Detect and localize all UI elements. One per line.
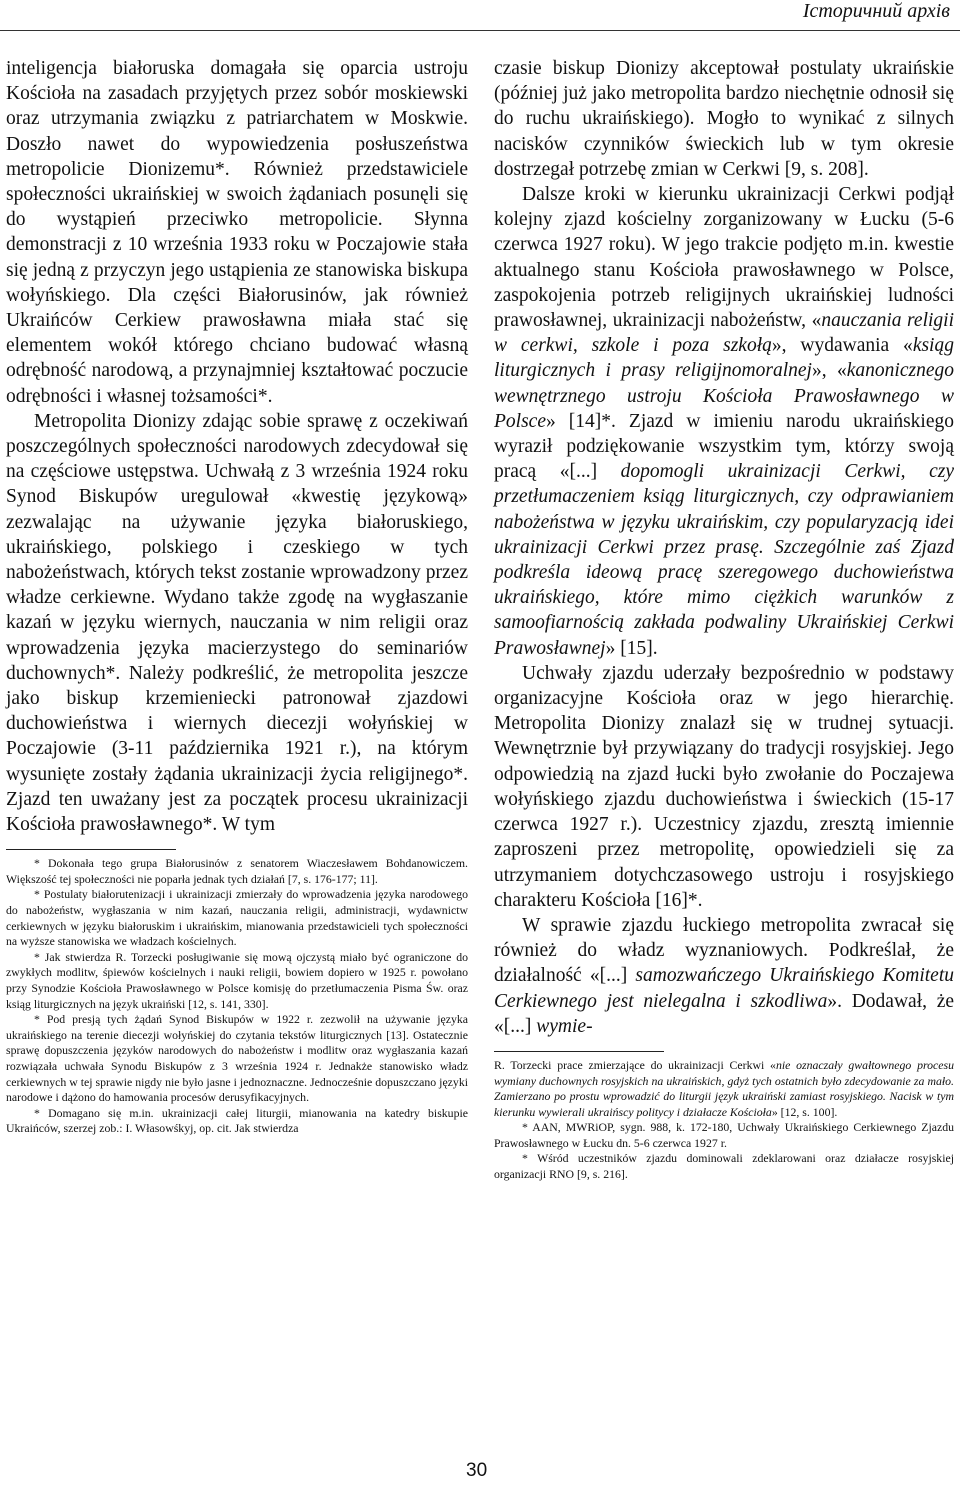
footnote: * Pod presją tych żądań Synod Biskupów w 1922 r. zezwolił na używanie języka ukraińskiego na terenie diecezji wołyńskiej do czytania tekstów liturgicznych [13]. Ostatecznie sprawę dopuszczenia języków narodowych do nabożeństw i modlitw oraz wygłaszania kazań rozwiązała uchwała Synodu Biskupów z 3 września 1924 r. Jednakże stanowisko władz cerkiewnych w tej sprawie nigdy nie było jasne i jednoznaczne. Jednocześnie dopuszczano języki narodowe i dążono do hamowania procesów derusyfikacyjnych. <box>6 1012 468 1105</box>
right-body-text <box>494 56 954 1039</box>
right-footnotes <box>494 1058 954 1183</box>
text-run: ». Dodawał, że «[...] <box>494 990 954 1037</box>
footnote-rule <box>494 1051 664 1052</box>
footnote <box>494 1058 954 1120</box>
italic-quote: nie oznaczały gwałtownego procesu wymiany duchownych rosyjskich na ukraińskich, gdyż tych ostatnich było zdecydowanie za mało. Zamierzano po prostu wprowadzić do liturgii język ukraiński zamiast rosyjskiego. Nacisk w tym kierunku wywierali ukraińscy politycy i działacze Kościoła <box>494 1057 954 1119</box>
paragraph: czasie biskup Dionizy akceptował postulaty ukraińskie (później już jako metropolita bardzo niechętnie odnosił się do ruchu ukraińskiego). Mogło to wynikać z silnych nacisków czynników świeckich lub w tym okresie dostrzegał potrzebę zmian w Cerkwi [9, s. 208]. <box>494 58 954 180</box>
footnote: * Wśród uczestników zjazdu dominowali zdeklarowani oraz działacze rosyjskiej organizacji RNO [9, s. 216]. <box>494 1151 954 1182</box>
paragraph <box>494 913 954 1039</box>
italic-quote: wymie- <box>536 1015 593 1037</box>
left-column <box>6 56 468 1137</box>
footnote: * AAN, MWRiOP, sygn. 988, k. 172-180, Uchwały Ukraińskiego Cerkiewnego Zjazdu Prawosławnego w Łucku dn. 5-6 czerwca 1927 r. <box>494 1120 954 1150</box>
italic-quote: nauczania religii w cerkwi, szkole i poza szkołą <box>494 310 954 357</box>
left-body-text <box>6 56 468 837</box>
text-run: R. Torzecki prace zmierzające do ukrainizacji Cerkwi « <box>494 1057 776 1072</box>
italic-quote: dopomogli ukrainizacji Cerkwi, czy przetłumaczeniem ksiąg liturgicznych, czy odprawianiem nabożeństwa w języku ukraińskim, czy popularyzacją idei ukrainizacji Cerkwi przez prasę. Szczególnie zaś Zjazd podkreśla ideową pracę szeregowego duchowieństwa ukraińskiego, które mimo ciężkich warunków z samoofiarnością zakłada podwaliny Ukraińskiej Cerkwi Prawosławnej <box>494 461 954 659</box>
paragraph: inteligencja białoruska domagała się oparcia ustroju Kościoła na zasadach przyjętych przez sobór moskiewski oraz utrzymania związku z patriarchatem w Moskwie. Doszło nawet do wypowiedzenia posłuszeństwa metropolicie Dionizemu*. Również przedstawiciele społeczności ukraińskiej w swoich żądaniach posunęli się do wystąpień przeciwko metropolicie. Słynna demonstracji z 10 września 1933 roku w Poczajowie stała się jedną z przyczyn jego ustąpienia ze stanowiska biskupa wołyńskiego. Dla części Białorusinów, jak również Ukraińców Cerkiew prawosławna miała stać się elementem wokół którego chciano budować własną odrębność narodową, a przynajmniej kształtować poczucie odrębności i własnej tożsamości*. <box>6 58 468 407</box>
italic-quote: samozwańczego Ukraińskiego Komitetu Cerkiewnego jest nielegalna i szkodliwa <box>494 965 954 1012</box>
journal-header: Історичний архів <box>802 0 950 22</box>
header-rule <box>0 30 960 31</box>
footnote-rule <box>6 849 176 850</box>
paragraph <box>494 182 954 661</box>
text-run: » [12, s. 100]. <box>771 1104 838 1119</box>
italic-quote: ksiąg liturgicznych i prasy religijnomoralnej <box>494 335 954 382</box>
text-run: », wydawania « <box>771 335 913 357</box>
text-run: » [15]. <box>605 637 658 659</box>
page-number: 30 <box>466 1460 488 1481</box>
footnote: * Domagano się m.in. ukrainizacji całej liturgii, mianowania na katedry biskupie Ukraińców, szerzej zob.: I. Własowśkyj, op. cit. Jak stwierdza <box>6 1105 468 1136</box>
text-run: » [14]*. Zjazd w imieniu narodu ukraińskiego wyraził podziękowanie wszystkim tym, którzy swoją pracą «[...] <box>494 410 954 483</box>
text-run: W sprawie zjazdu łuckiego metropolita zwracał się również do władz wyznaniowych. Podkreślał, że działalność «[...] <box>494 914 954 987</box>
paragraph: Uchwały zjazdu uderzały bezpośrednio w podstawy organizacyjne Kościoła oraz w jego hierarchię. Metropolita Dionizy znalazł się w trudnej sytuacji. Wewnętrznie był przywiązany do tradycji rosyjskiej. Jego odpowiedzią na zjazd łucki było zwołanie do Poczajewa wołyńskiego zjazdu duchowieństwa i świeckich (15-17 czerwca 1927 r.). Uczestnicy zjazdu, zresztą imiennie zaproszeni przez metropolitę, opowiedzieli się za utrzymaniem dotychczasowego ustroju i rosyjskiego charakteru Kościoła [16]*. <box>494 662 954 911</box>
paragraph: Metropolita Dionizy zdając sobie sprawę z oczekiwań poszczególnych społeczności narodowych zdecydował się na częściowe ustępstwa. Uchwałą z 3 września 1924 roku Synod Biskupów uregulował «kwestię językową» zezwalając na używanie języka białoruskiego, ukraińskiego, polskiego i czeskiego w tych nabożeństwach, których tekst zostanie wprowadzony przez władze cerkiewne. Wydano także zgodę na wygłaszanie kazań w języku wiernych, nauczania w nim religii oraz wprowadzenia języka macierzystego do seminariów duchownych*. Należy podkreślić, że metropolita jeszcze jako biskup krzemieniecki patronował zjazdowi duchowieństwa i wiernych diecezji wołyńskiej w Poczajowie (3-11 października 1921 r.), na którym wysunięte zostały żądania ukrainizacji życia religijnego*. Zjazd ten uważany jest za początek procesu ukrainizacji Kościoła prawosławnego*. W tym <box>6 410 468 836</box>
text-run: », « <box>811 360 847 382</box>
footnote: * Postulaty białorutenizacji i ukrainizacji zmierzały do wprowadzenia języka narodowego do nabożeństw, wygłaszania w nim kazań, nauczania religii, administracji, wydawnictw cerkiewnych w języku białoruskim i ukraińskim, mianowania przedstawicieli tych społeczności na wyższe stanowiska we władzach kościelnych. <box>6 887 468 949</box>
footnote: * Dokonała tego grupa Białorusinów z senatorem Wiaczesławem Bohdanowiczem. Większość tej społeczności nie poparła jednak tych działań [7, s. 176-177; 11]. <box>6 856 468 886</box>
text-run: Dalsze kroki w kierunku ukrainizacji Cerkwi podjął kolejny zjazd kościelny zorganizowany w Łucku (5-6 czerwca 1927 roku). W jego trakcie podjęto m.in. kwestie aktualnego stanu Kościoła prawosławnego w Polsce, zaspokojenia potrzeb religijnych ukraińskiej ludności prawosławnej, ukrainizacji nabożeństw, « <box>494 184 954 332</box>
right-column <box>494 56 954 1183</box>
footnote: * Jak stwierdza R. Torzecki posługiwanie się mową ojczystą miało być ograniczone do zwykłych modlitw, śpiewów kościelnych i nauki religii, bowiem dopiero w 1925 r. powołano przy Synodzie Kościoła Prawosławnego w Polsce komisję do przetłumaczenia Pisma Św. oraz ksiąg liturgicznych na język ukraiński [12, s. 141, 330]. <box>6 949 468 1011</box>
italic-quote: kanonicznego wewnętrznego ustroju Kościoła Prawosławnego w Polsce <box>494 360 954 432</box>
left-footnotes <box>6 856 468 1137</box>
